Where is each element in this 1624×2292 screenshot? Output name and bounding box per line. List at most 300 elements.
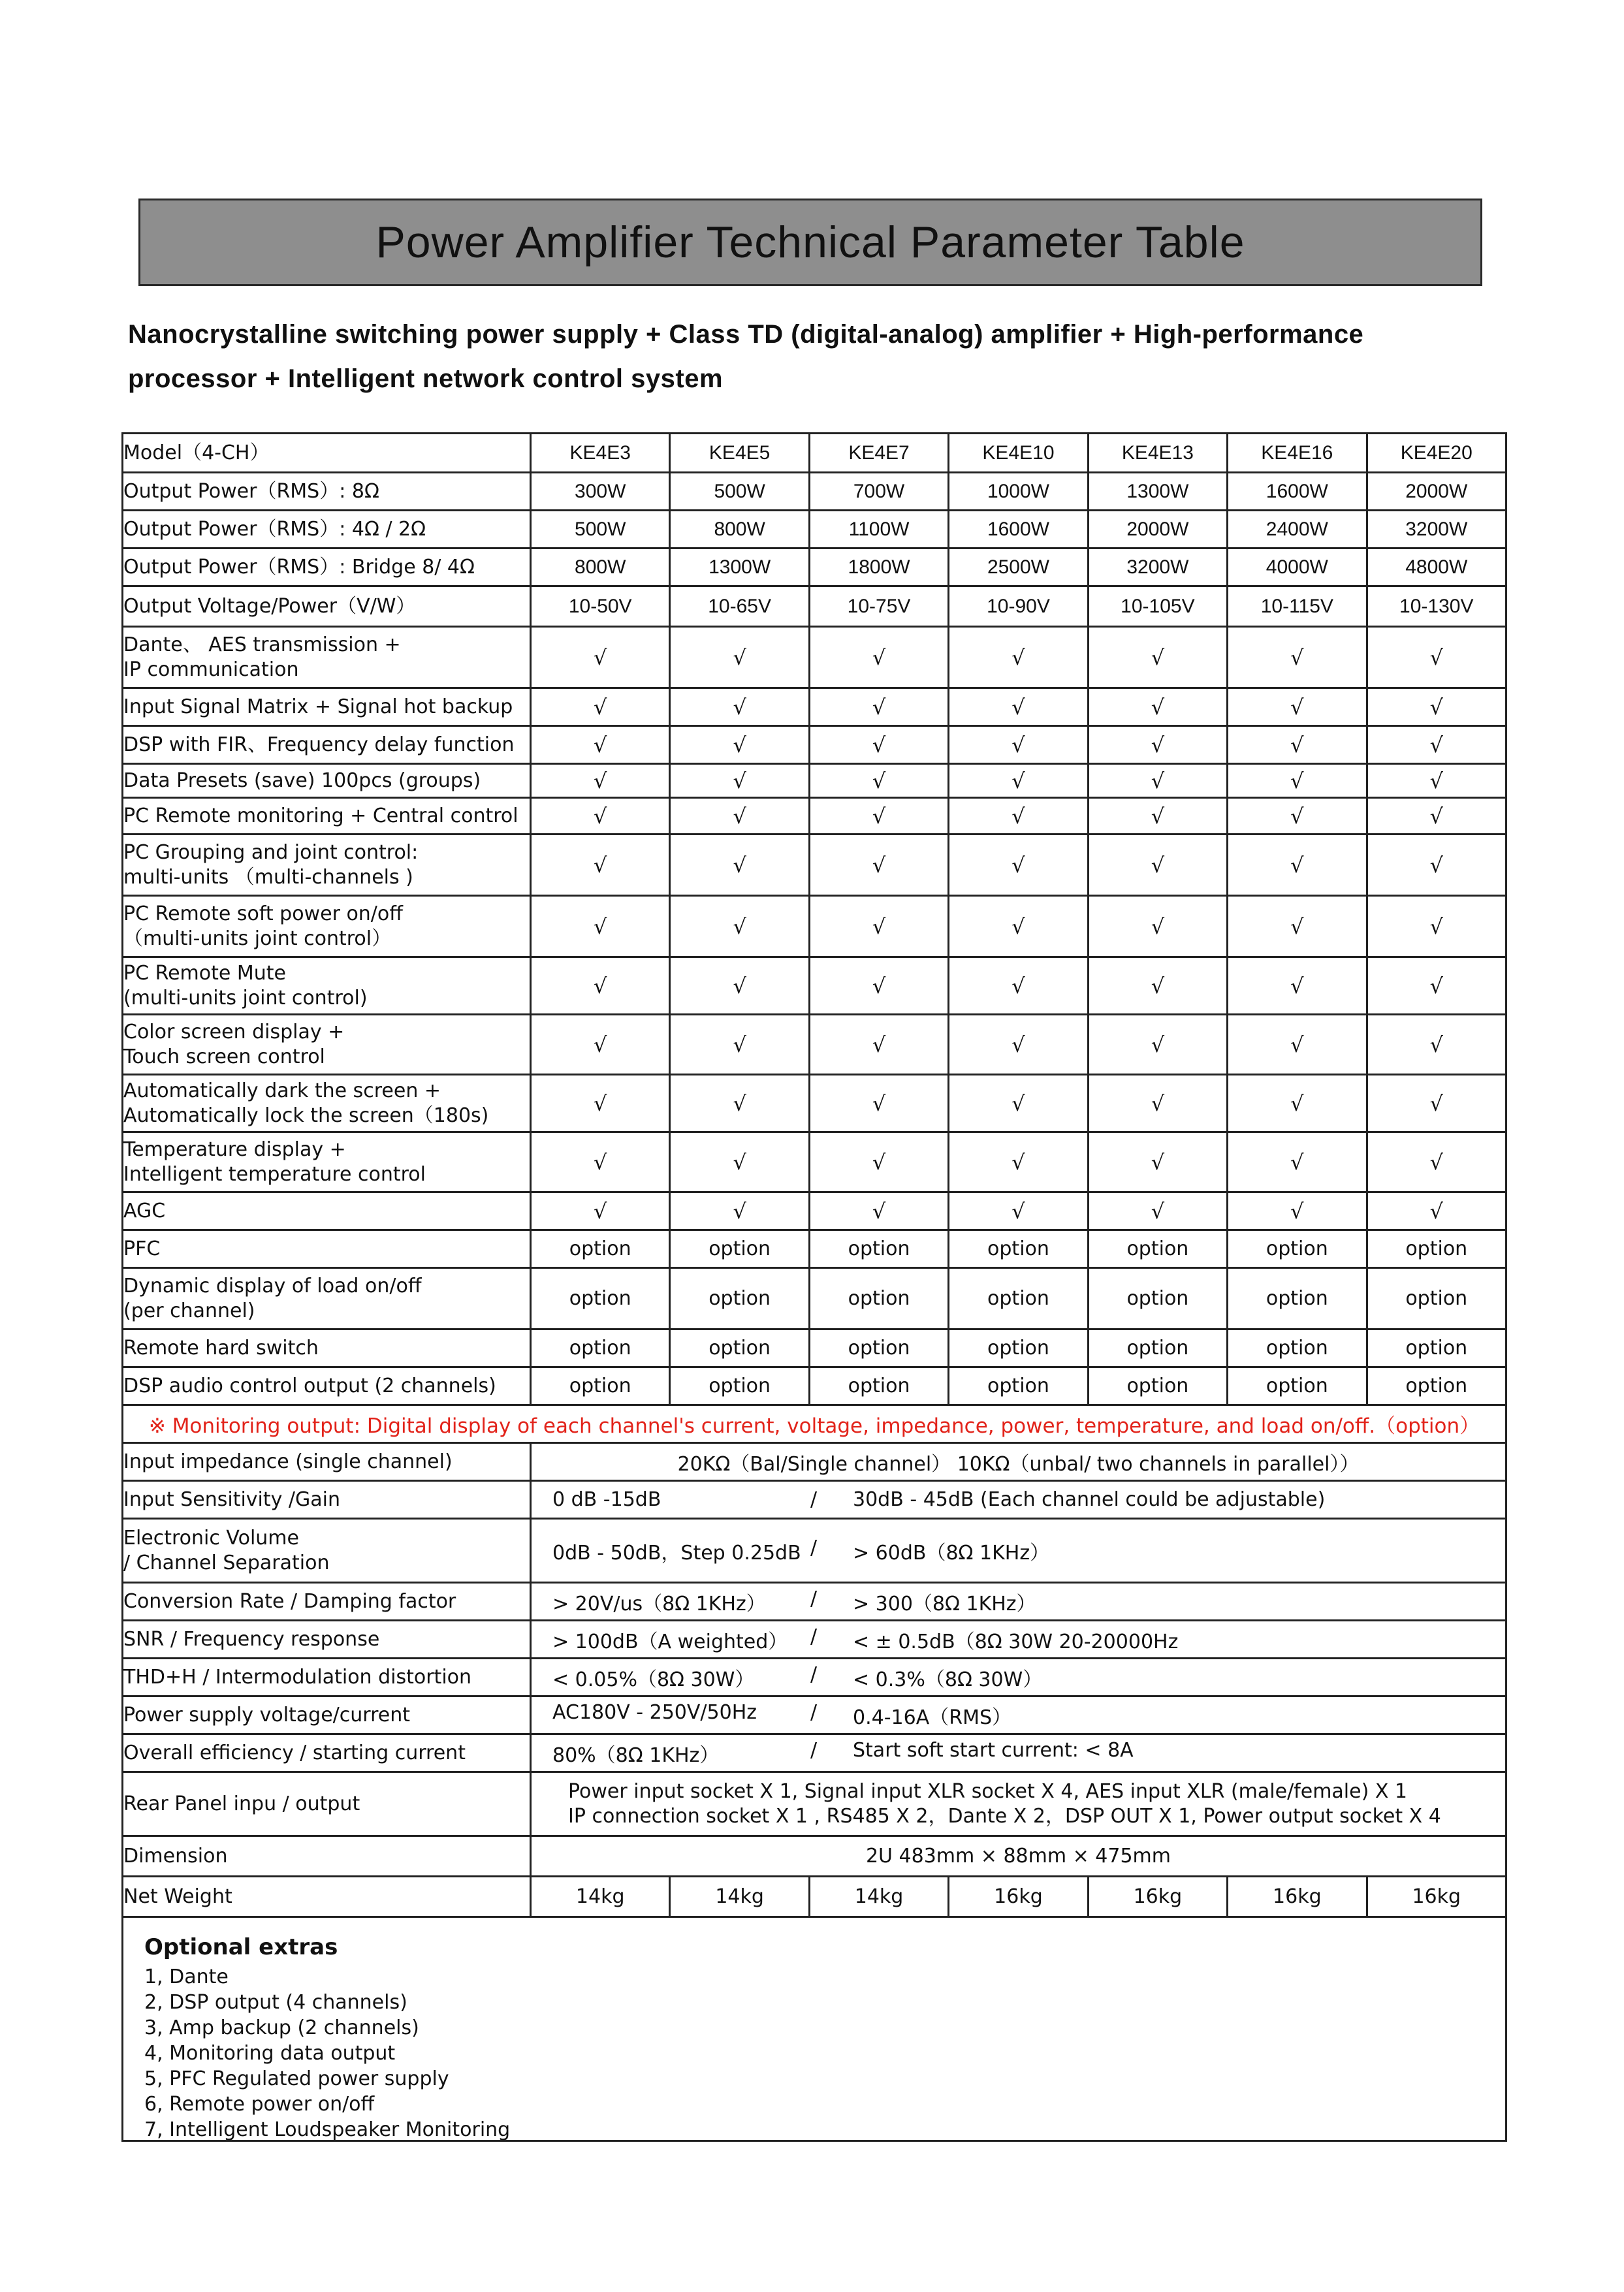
option-value: option xyxy=(670,1268,809,1329)
row-label xyxy=(123,798,531,835)
row-label xyxy=(123,688,531,726)
check-mark: √ xyxy=(1088,726,1227,764)
net-weight-value: 14kg xyxy=(670,1877,809,1917)
spec-value: 2000W xyxy=(1088,511,1227,549)
feature-row xyxy=(123,627,1506,688)
check-mark: √ xyxy=(531,1192,670,1230)
model-name: KE4E3 xyxy=(531,434,670,473)
model-name: KE4E13 xyxy=(1088,434,1227,473)
optional-extra-item: 2, DSP output (4 channels) xyxy=(144,1991,407,2014)
spec-right-value: Start soft start current: < 8A xyxy=(853,1738,1134,1762)
option-value: option xyxy=(1088,1329,1227,1367)
row-label-line: Output Power（RMS）: 4Ω / 2Ω xyxy=(123,517,426,541)
rear-panel-line: IP connection socket X 1 , RS485 X 2，Dante X 2，DSP OUT X 1, Power output socket X 4 xyxy=(568,1804,1441,1828)
check-mark: √ xyxy=(1088,764,1227,798)
check-mark: √ xyxy=(1367,764,1506,798)
check-mark: √ xyxy=(1088,688,1227,726)
spec-value: 800W xyxy=(531,549,670,586)
optional-extra-item: 3, Amp backup (2 channels) xyxy=(144,2016,419,2039)
option-value: option xyxy=(1088,1268,1227,1329)
spec-left-value: 0dB - 50dB，Step 0.25dB xyxy=(552,1541,801,1565)
option-value: option xyxy=(531,1329,670,1367)
row-label-line: PC Grouping and joint control: xyxy=(123,840,419,864)
check-mark: √ xyxy=(670,764,809,798)
feature-row xyxy=(123,835,1506,896)
check-mark: √ xyxy=(1367,688,1506,726)
row-label-line: Output Voltage/Power（V/W） xyxy=(123,594,416,618)
dimension-value: 2U 483mm × 88mm × 475mm xyxy=(531,1836,1506,1877)
check-mark: √ xyxy=(670,835,809,896)
spec-left-value: 80%（8Ω 1KHz） xyxy=(552,1743,720,1767)
feature-row xyxy=(123,1192,1506,1230)
row-label-line: (per channel) xyxy=(123,1299,255,1322)
spec-row xyxy=(123,1734,1506,1772)
row-label xyxy=(123,1132,531,1192)
row-label-line: Rear Panel inpu / output xyxy=(123,1792,360,1815)
feature-row xyxy=(123,688,1506,726)
option-value: option xyxy=(949,1367,1088,1405)
row-label xyxy=(123,1877,531,1917)
row-label-line: Intelligent temperature control xyxy=(123,1162,426,1186)
row-label xyxy=(123,1659,531,1696)
row-label-line: Model（4-CH） xyxy=(123,441,270,464)
separator: / xyxy=(810,1663,818,1686)
spec-value: 1800W xyxy=(809,549,948,586)
net-weight-value: 16kg xyxy=(1367,1877,1506,1917)
option-row xyxy=(123,1329,1506,1367)
separator: / xyxy=(810,1587,818,1610)
input-impedance-value: 20KΩ（Bal/Single channel） 10KΩ（unbal/ two channels in parallel）） xyxy=(531,1443,1506,1481)
spec-value: 3200W xyxy=(1367,511,1506,549)
option-value: option xyxy=(1367,1367,1506,1405)
row-label-line: IP communication xyxy=(123,658,299,681)
check-mark: √ xyxy=(531,764,670,798)
option-value: option xyxy=(809,1268,948,1329)
separator: / xyxy=(810,1700,818,1724)
row-label xyxy=(123,957,531,1015)
check-mark: √ xyxy=(670,726,809,764)
row-label-line: PC Remote Mute xyxy=(123,961,286,985)
check-mark: √ xyxy=(809,1075,948,1132)
row-label-line: Input impedance (single channel) xyxy=(123,1450,453,1473)
check-mark: √ xyxy=(949,764,1088,798)
option-row xyxy=(123,1230,1506,1268)
separator: / xyxy=(810,1488,818,1511)
check-mark: √ xyxy=(1228,1132,1367,1192)
output-row xyxy=(123,511,1506,549)
check-mark: √ xyxy=(1228,688,1367,726)
row-label-line: Output Power（RMS）: 8Ω xyxy=(123,479,379,503)
row-label xyxy=(123,1621,531,1659)
net-weight-value: 16kg xyxy=(949,1877,1088,1917)
row-label xyxy=(123,1230,531,1268)
feature-row xyxy=(123,726,1506,764)
row-label xyxy=(123,1772,531,1836)
feature-row xyxy=(123,896,1506,957)
row-label-line: Output Power（RMS）: Bridge 8/ 4Ω xyxy=(123,555,475,579)
check-mark: √ xyxy=(1367,957,1506,1015)
row-label xyxy=(123,1075,531,1132)
row-label xyxy=(123,1481,531,1519)
row-label-line: DSP audio control output (2 channels) xyxy=(123,1374,496,1397)
row-label xyxy=(123,1268,531,1329)
spec-value: 1300W xyxy=(670,549,809,586)
check-mark: √ xyxy=(949,835,1088,896)
check-mark: √ xyxy=(531,1075,670,1132)
optional-extras-box xyxy=(121,1916,1507,2142)
option-value: option xyxy=(1367,1230,1506,1268)
row-label-line: Electronic Volume xyxy=(123,1526,299,1550)
check-mark: √ xyxy=(1367,1075,1506,1132)
row-label-line: Power supply voltage/current xyxy=(123,1703,411,1727)
spec-value: 3200W xyxy=(1088,549,1227,586)
option-value: option xyxy=(949,1268,1088,1329)
check-mark: √ xyxy=(1367,1015,1506,1075)
check-mark: √ xyxy=(1088,957,1227,1015)
spec-value-cell xyxy=(531,1519,1506,1583)
spec-left-value: AC180V - 250V/50Hz xyxy=(552,1700,757,1724)
row-label-line: Automatically dark the screen + xyxy=(123,1079,441,1102)
spec-right-value: < ± 0.5dB（8Ω 30W 20-20000Hz xyxy=(853,1630,1179,1653)
model-row xyxy=(123,434,1506,473)
check-mark: √ xyxy=(809,835,948,896)
spec-value: 800W xyxy=(670,511,809,549)
row-label-line: （multi-units joint control） xyxy=(123,927,392,950)
check-mark: √ xyxy=(1228,798,1367,835)
feature-row xyxy=(123,764,1506,798)
check-mark: √ xyxy=(809,1132,948,1192)
check-mark: √ xyxy=(531,688,670,726)
check-mark: √ xyxy=(670,688,809,726)
subtitle-line: processor + Intelligent network control system xyxy=(128,364,724,393)
row-label xyxy=(123,1583,531,1621)
check-mark: √ xyxy=(670,627,809,688)
spec-row xyxy=(123,1583,1506,1621)
spec-value: 10-90V xyxy=(949,586,1088,627)
spec-value: 700W xyxy=(809,473,948,511)
optional-extra-item: 5, PFC Regulated power supply xyxy=(144,2067,449,2090)
model-name: KE4E5 xyxy=(670,434,809,473)
row-label xyxy=(123,1734,531,1772)
option-value: option xyxy=(949,1230,1088,1268)
spec-left-value: > 100dB（A weighted） xyxy=(552,1630,788,1653)
model-name: KE4E7 xyxy=(809,434,948,473)
check-mark: √ xyxy=(1088,896,1227,957)
spec-value: 2500W xyxy=(949,549,1088,586)
option-value: option xyxy=(1228,1367,1367,1405)
feature-row xyxy=(123,1015,1506,1075)
row-label xyxy=(123,549,531,586)
check-mark: √ xyxy=(949,1015,1088,1075)
option-value: option xyxy=(1088,1367,1227,1405)
row-label xyxy=(123,586,531,627)
check-mark: √ xyxy=(1228,835,1367,896)
feature-row xyxy=(123,1132,1506,1192)
output-row xyxy=(123,586,1506,627)
spec-value: 10-115V xyxy=(1228,586,1367,627)
check-mark: √ xyxy=(531,835,670,896)
option-row xyxy=(123,1268,1506,1329)
check-mark: √ xyxy=(670,1015,809,1075)
check-mark: √ xyxy=(670,957,809,1015)
spec-value-group xyxy=(532,1587,1505,1616)
spec-value: 1100W xyxy=(809,511,948,549)
row-label xyxy=(123,1696,531,1734)
row-label xyxy=(123,1519,531,1583)
feature-row xyxy=(123,957,1506,1015)
spec-value-cell xyxy=(531,1583,1506,1621)
rear-panel-row xyxy=(123,1772,1506,1836)
spec-value-group xyxy=(532,1536,1505,1565)
row-label-line: SNR / Frequency response xyxy=(123,1627,380,1651)
subtitle-line: Nanocrystalline switching power supply + Class TD (digital-analog) amplifier + High-performance xyxy=(128,320,1364,349)
check-mark: √ xyxy=(531,1015,670,1075)
spec-value: 1000W xyxy=(949,473,1088,511)
net-weight-value: 14kg xyxy=(531,1877,670,1917)
row-label xyxy=(123,1836,531,1877)
check-mark: √ xyxy=(670,798,809,835)
row-label xyxy=(123,627,531,688)
option-value: option xyxy=(949,1329,1088,1367)
input-impedance-row xyxy=(123,1443,1506,1481)
option-value: option xyxy=(809,1230,948,1268)
spec-value: 10-75V xyxy=(809,586,948,627)
spec-value: 4800W xyxy=(1367,549,1506,586)
check-mark: √ xyxy=(949,688,1088,726)
check-mark: √ xyxy=(670,1132,809,1192)
monitoring-note: ※ Monitoring output: Digital display of each channel's current, voltage, impedance, power, temperature, and load on/off.（option） xyxy=(123,1405,1506,1443)
option-value: option xyxy=(1228,1268,1367,1329)
spec-value: 500W xyxy=(670,473,809,511)
check-mark: √ xyxy=(809,798,948,835)
option-value: option xyxy=(1228,1329,1367,1367)
option-value: option xyxy=(1088,1230,1227,1268)
net-weight-row xyxy=(123,1877,1506,1917)
optional-extras-title: Optional extras xyxy=(144,1934,338,1960)
net-weight-value: 16kg xyxy=(1088,1877,1227,1917)
monitoring-note-row xyxy=(123,1405,1506,1443)
check-mark: √ xyxy=(531,798,670,835)
check-mark: √ xyxy=(531,726,670,764)
check-mark: √ xyxy=(1088,1075,1227,1132)
spec-value-group xyxy=(532,1625,1505,1654)
output-row xyxy=(123,549,1506,586)
check-mark: √ xyxy=(1367,835,1506,896)
check-mark: √ xyxy=(1088,1015,1227,1075)
separator: / xyxy=(810,1536,818,1559)
row-label xyxy=(123,1329,531,1367)
page-title: Power Amplifier Technical Parameter Table xyxy=(375,217,1245,267)
check-mark: √ xyxy=(809,1015,948,1075)
model-name: KE4E20 xyxy=(1367,434,1506,473)
check-mark: √ xyxy=(1088,1192,1227,1230)
row-label-line: / Channel Separation xyxy=(123,1551,330,1574)
check-mark: √ xyxy=(531,957,670,1015)
row-label xyxy=(123,726,531,764)
spec-value: 2000W xyxy=(1367,473,1506,511)
row-label-line: PC Remote soft power on/off xyxy=(123,902,403,925)
optional-extras-list xyxy=(123,1964,1505,2142)
row-label-line: Input Signal Matrix + Signal hot backup xyxy=(123,695,513,718)
check-mark: √ xyxy=(1228,896,1367,957)
check-mark: √ xyxy=(1228,627,1367,688)
option-value: option xyxy=(1228,1230,1367,1268)
row-label-line: PFC xyxy=(123,1237,161,1260)
check-mark: √ xyxy=(809,1192,948,1230)
row-label-line: Dynamic display of load on/off xyxy=(123,1274,422,1297)
spec-row xyxy=(123,1519,1506,1583)
separator: / xyxy=(810,1738,818,1762)
feature-row xyxy=(123,1075,1506,1132)
spec-value-cell xyxy=(531,1696,1506,1734)
check-mark: √ xyxy=(949,798,1088,835)
spec-value-cell xyxy=(531,1659,1506,1696)
spec-row xyxy=(123,1481,1506,1519)
model-name: KE4E10 xyxy=(949,434,1088,473)
spec-value: 10-50V xyxy=(531,586,670,627)
spec-value: 4000W xyxy=(1228,549,1367,586)
spec-value-group xyxy=(532,1488,1505,1511)
check-mark: √ xyxy=(949,896,1088,957)
feature-row xyxy=(123,798,1506,835)
row-label-line: Touch screen control xyxy=(123,1045,325,1068)
check-mark: √ xyxy=(670,1075,809,1132)
spec-right-value: > 300（8Ω 1KHz） xyxy=(853,1592,1036,1616)
row-label xyxy=(123,1367,531,1405)
option-value: option xyxy=(809,1367,948,1405)
output-row xyxy=(123,473,1506,511)
optional-extra-item: 6, Remote power on/off xyxy=(144,2093,375,2116)
option-value: option xyxy=(670,1230,809,1268)
check-mark: √ xyxy=(949,1192,1088,1230)
optional-extra-item: 7, Intelligent Loudspeaker Monitoring xyxy=(144,2118,511,2141)
option-value: option xyxy=(1367,1329,1506,1367)
check-mark: √ xyxy=(1367,798,1506,835)
subtitle xyxy=(128,312,1499,401)
spec-value: 1600W xyxy=(1228,473,1367,511)
row-label xyxy=(123,764,531,798)
row-label-line: Input Sensitivity /Gain xyxy=(123,1488,341,1511)
row-label-line: Data Presets (save) 100pcs (groups) xyxy=(123,769,481,792)
check-mark: √ xyxy=(1088,627,1227,688)
row-label-line: DSP with FIR、Frequency delay function xyxy=(123,733,515,756)
spec-value: 10-130V xyxy=(1367,586,1506,627)
check-mark: √ xyxy=(949,627,1088,688)
row-label-line: Dante、 AES transmission + xyxy=(123,633,401,656)
check-mark: √ xyxy=(809,957,948,1015)
row-label-line: Remote hard switch xyxy=(123,1336,319,1360)
row-label-line: Temperature display + xyxy=(123,1138,346,1161)
row-label-line: Dimension xyxy=(123,1844,228,1868)
option-value: option xyxy=(1367,1268,1506,1329)
dimension-row xyxy=(123,1836,1506,1877)
check-mark: √ xyxy=(949,1075,1088,1132)
check-mark: √ xyxy=(1228,1192,1367,1230)
check-mark: √ xyxy=(1228,764,1367,798)
check-mark: √ xyxy=(1367,726,1506,764)
row-label-line: (multi-units joint control) xyxy=(123,986,368,1010)
optional-extra-item: 1, Dante xyxy=(144,1966,229,1988)
net-weight-value: 16kg xyxy=(1228,1877,1367,1917)
spec-row xyxy=(123,1659,1506,1696)
check-mark: √ xyxy=(1228,957,1367,1015)
check-mark: √ xyxy=(809,896,948,957)
spec-value: 500W xyxy=(531,511,670,549)
spec-value: 10-65V xyxy=(670,586,809,627)
option-value: option xyxy=(531,1268,670,1329)
row-label xyxy=(123,473,531,511)
option-value: option xyxy=(809,1329,948,1367)
spec-value: 300W xyxy=(531,473,670,511)
row-label xyxy=(123,511,531,549)
row-label xyxy=(123,1015,531,1075)
spec-value: 1300W xyxy=(1088,473,1227,511)
optional-extra-item: 4, Monitoring data output xyxy=(144,2042,396,2065)
check-mark: √ xyxy=(949,957,1088,1015)
spec-row xyxy=(123,1696,1506,1734)
check-mark: √ xyxy=(1367,1132,1506,1192)
row-label xyxy=(123,1192,531,1230)
check-mark: √ xyxy=(809,627,948,688)
row-label-line: Net Weight xyxy=(123,1885,232,1908)
spec-value: 10-105V xyxy=(1088,586,1227,627)
check-mark: √ xyxy=(531,896,670,957)
check-mark: √ xyxy=(1228,1075,1367,1132)
separator: / xyxy=(810,1625,818,1648)
check-mark: √ xyxy=(809,726,948,764)
check-mark: √ xyxy=(531,1132,670,1192)
net-weight-value: 14kg xyxy=(809,1877,948,1917)
model-name: KE4E16 xyxy=(1228,434,1367,473)
parameter-table xyxy=(121,432,1507,1918)
spec-right-value: 30dB - 45dB (Each channel could be adjustable) xyxy=(853,1488,1326,1511)
spec-left-value: > 20V/us（8Ω 1KHz） xyxy=(552,1592,766,1616)
spec-value-cell xyxy=(531,1481,1506,1519)
row-label-line: THD+H / Intermodulation distortion xyxy=(123,1665,472,1689)
check-mark: √ xyxy=(949,726,1088,764)
check-mark: √ xyxy=(809,764,948,798)
spec-row xyxy=(123,1621,1506,1659)
row-label xyxy=(123,896,531,957)
check-mark: √ xyxy=(809,688,948,726)
spec-value-cell xyxy=(531,1621,1506,1659)
row-label-line: Color screen display + xyxy=(123,1020,345,1043)
spec-left-value: < 0.05%（8Ω 30W） xyxy=(552,1668,755,1691)
row-label-line: Conversion Rate / Damping factor xyxy=(123,1589,456,1613)
rear-panel-value xyxy=(531,1772,1506,1836)
check-mark: √ xyxy=(670,1192,809,1230)
model-label xyxy=(123,434,531,473)
rear-panel-line: Power input socket X 1, Signal input XLR socket X 4, AES input XLR (male/female) X 1 xyxy=(568,1779,1408,1803)
spec-right-value: < 0.3%（8Ω 30W） xyxy=(853,1668,1043,1691)
check-mark: √ xyxy=(1367,627,1506,688)
title-banner xyxy=(138,199,1482,286)
check-mark: √ xyxy=(1088,798,1227,835)
spec-value-cell xyxy=(531,1734,1506,1772)
spec-value: 2400W xyxy=(1228,511,1367,549)
spec-right-value: 0.4-16A（RMS） xyxy=(853,1706,1012,1729)
row-label xyxy=(123,1443,531,1481)
check-mark: √ xyxy=(1228,726,1367,764)
row-label-line: PC Remote monitoring + Central control xyxy=(123,804,518,827)
check-mark: √ xyxy=(531,627,670,688)
option-value: option xyxy=(670,1329,809,1367)
check-mark: √ xyxy=(670,896,809,957)
check-mark: √ xyxy=(1088,1132,1227,1192)
spec-left-value: 0 dB -15dB xyxy=(552,1488,661,1511)
check-mark: √ xyxy=(1367,1192,1506,1230)
spec-value: 1600W xyxy=(949,511,1088,549)
